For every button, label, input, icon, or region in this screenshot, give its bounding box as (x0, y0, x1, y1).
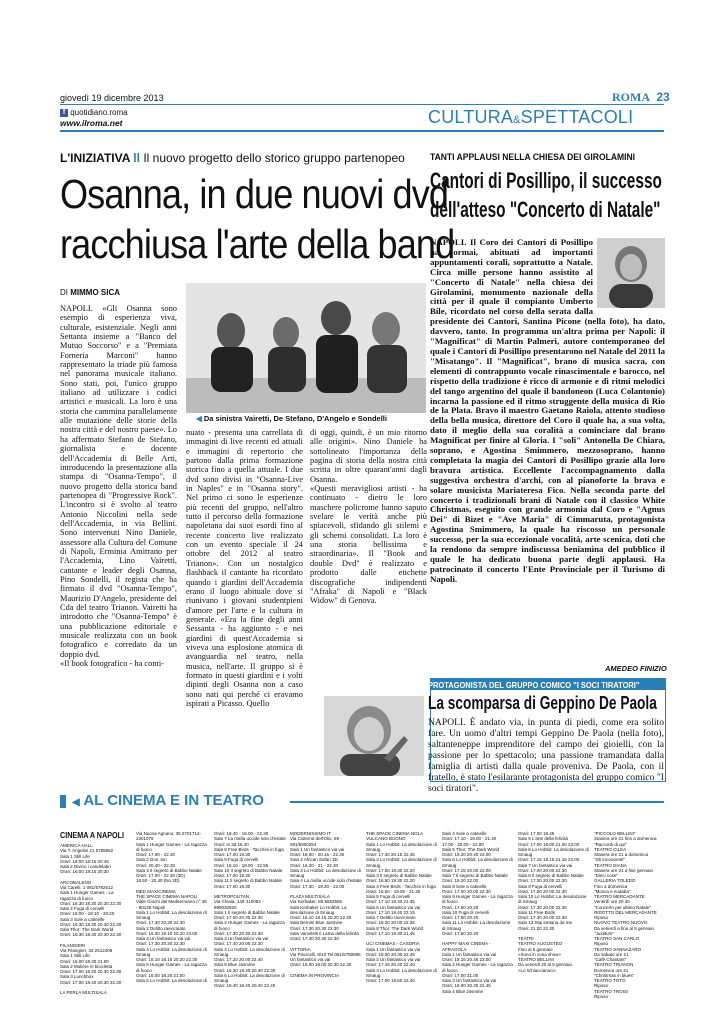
main-body-col-2: nuato - presenta una carrellata di immagini di live recenti ed attuali e immagini di repertorio che partono dalla prima formazione storica fino a quella attuale. I due dvd sono divisi in "Osanna-Live in Naples" e in "Osanna story". Nel primo ci sono le esperienze più recenti del gruppo, nell'altro tutto il percorso della formazione napoletana dai suoi esordi fino al recente concerto live realizzato con un evento speciale il 24 ottobre del 2012 al teatro Trianon». Con un nostalgico flashback il cantante ha ricordato quando i giardini dell'Accademia erano il luogo abituale dove si riunivano i giovani studentpieni d'amore per l'arte e la cultura in generale. «Era la fine degli anni Sessanta - ha aggiunto - e nei giardini di quest'Accademia si viveva una esplosione atomica di avanguardia nel teatro, nella musica, nell'arte. Il gruppo si è formato in questi giardini e i volti dipinti degli Osanna non a caso sono nati qui perché ci eravamo ispirati a Picasso. Quello (186, 428, 303, 708)
byline-prefix: DI (60, 288, 68, 297)
page-number: 23 (656, 90, 670, 104)
main-headline-1: Osanna, in due nuovi dvd (60, 171, 449, 217)
listings-col-3: Orari: 18.40 - 18.00 - 22.30 Sala 7 La mafia uccide solo d'estate Orari: in 3d 15.40 Sala 8 Free Birds - Tacchini in fuga Orari: 17.00 19.30 Sala 9 Fuga di cervelli Orari: 16.10 - 18.00 - 22.55 Sala 10 Il segreto di Babbo Natale Orari: 17.00 19.30 Sala 11 Il segreto di Babbo Natale Orari: 17.00 19.30 METROPOLITAN Via Chiaia, 149 410062 - 899030820 Sala 1 Il segreto di Babbo Natale Orari: 17.00 20.30 22.30 Sala 2 Hunger Games - La ragazza di fuoco Orari: 17.30 20.30 22.30 Sala 3 Un fantastico via vai Orari: 17.40 20.00 22.30 Sala 4 Lo Hobbit: La desolazione di Smaug Orari: 17.20 20.00 22.40 Sala 5 Blue Jasmine Orari: 16.30 18.30 20.30 22.30 Sala 6 Lo Hobbit: La desolazione di Smaug Orari: 16.40 18.40 20.40 22.40 (214, 831, 286, 989)
depaola-kicker: PROTAGONISTA DEL GRUPPO COMICO "I SOCI TIRATORI" (428, 680, 640, 690)
header-rule-bottom (60, 130, 664, 132)
section-name-2: SPETTACOLI (520, 107, 634, 127)
listings-col-6: Sala 4 Sole a catinelle Orari: 17.10 - 19.00 - 21.40 17.00 - 20.00 - 22.00 Sala 5 Thor: The Dark World Orari: 18.20 20.40 23.00 Sala 6 Lo Hobbit: La desolazione di Smaug Orari: 17.15 20.00 22.00 Sala 7 Il segreto di Babbo Natale Orari: 19.20 22.00 Sala 8 Sole a catinelle Orari: 17.00 20.00 22.30 Sala 9 Hunger Games - La ragazza di fuoco Orari: 17.50 20.20 Sala 10 Fuga di cervelli Orari: 17.50 20.20 Sala 11 Lo Hobbit: La desolazione di Smaug Orari: 17.50 20.20 HAPPY MAXI CINEMA - AFRAGOLA Sala 1 Un fantastico via vai Orari: 18.15 20.45 23.00 Sala 2 Hunger Games - La ragazza di fuoco Orari: 17.00 21.00 Sala 3 Un fantastico via vai Orari: 18.00 20.30 22.45 Sala 4 Blue Jasmine (442, 831, 513, 994)
listings-col-1: AMERICA HALL Via T. Angelini 21 5788962 Sala 1 Still Life Orari: 16:00 18:15 20:45 Sala 2 Divino i candelabri Orari: 16:00 18:15 20:30 ARCOBALENO Via Carelli, 1 081/5782612 Sala 1 Hunger Games - La ragazza di fuoco Orari: 16.30 18.30 20.30 22.30 Sala 2 Fuga di cervelli Orari: 16:00 - 18:10 - 20:20 Sala 3 Sole a catinelle Orari: 16.30 18.30 20.30 22.30 Sala Thor: The Dark World Orari: 16.30 18.30 20.30 22.30 FILANGIERI Via Filangieri, 43 2512408 Sala 1 Still Life Orari: 16.00 18.30 21.00 Sala 2 Molière in bicicletta Orari: 17.00 18.40 20.30 22.30 Sala 3 Lunchbox Orari: 17.00 18.40 20.30 22.30 LA PERLA MULTISALA (60, 843, 122, 995)
website-link[interactable]: www.ilroma.net (60, 118, 123, 128)
caption-triangle-icon: ◀ (196, 414, 202, 423)
right-kicker: TANTI APPLAUSI NELLA CHIESA DEI GIROLAMINI (430, 152, 636, 163)
listings-triangle-icon: ◀ (72, 797, 80, 808)
right-photo-float (593, 238, 665, 314)
caption-text: Da sinistra Vairetti, De Stefano, D'Angelo e Sondelli (203, 414, 387, 423)
listings-col-7: Orari: 17.00 18.45 Sala 5 L'arte della felicità Orari: 17.00 18.00 21.00 23.00 Sala 6 Lo Hobbit: La desolazione di Smaug Orari: 17.15 19.15 21.15 23.00 Sala 7 Un fantastico via vai Orari: 17.00 20.00 22.30 Sala 8 Il segreto di Babbo Natale Orari: 17.30 20.00 22.30 Sala 9 Fuga di cervelli Orari: 17.00 20.00 22.30 Sala 10 Lo Hobbit: La desolazione di Smaug Orari: 17.30 20.00 22.30 Sala 11 Free Birds Orari: 17.30 20.00 22.30 Sala 13 Stai lontana da me Orari: 21.00 22.30 TEATRI TEATRO AUGUSTEO Fino al 5 gennaio «Sono in zona show» TEATRO BELLINI Da venerdì 20 al 5 gennaio «Lo schiaccianoci» (518, 831, 589, 973)
listings-col-5: THE SPACE CINEMA NOLA VULCANO BUONO Sala 1 Lo Hobbit: La desolazione di Smaug Orari: 17.40 20.15 22.45 Sala 2 Lo Hobbit: La desolazione di Smaug Orari: 17.00 19.30 22.20 Sala 3 Il segreto di Babbo Natale Orari: 16.50 19.30 22.20 Sala 4 Free Birds - Tacchini in fuga Orari: 16.50 - 19.05 - 21.30 Sala 5 Fuga di cervelli Orari: 17.10 19.30 21.45 Sala 6 Un fantastico via vai Orari: 17.10 19.40 22.15 Sala 7 Delitto ravvicinato Orari: 18.00 20.00 22.35 Sala 8 Thor: The Dark World Orari: 17.10 19.30 21.45 UCI CINEMAS - CASORIA Sala 1 Un fantastico via vai Orari: 18.00 20.30 22.45 Sala 2 Un fantastico via vai Orari: 17.15 20.20 22.40 Sala 3 Lo Hobbit: La desolazione di Smaug Orari: 17.00 19.50 22.40 (366, 831, 437, 983)
main-headline-2: racchiusa l'arte della band (60, 221, 455, 267)
right-body-wrap (430, 238, 665, 663)
right-signature: AMEDEO FINIZIO (605, 664, 667, 673)
facebook-handle: quotidiano.roma (70, 108, 128, 117)
section-title (428, 107, 633, 128)
section-ampersand: & (513, 114, 521, 126)
section-name: CULTURA (428, 107, 514, 127)
listings-col-4: MODERNISSIMO.IT Via Cisterna dell'Olio, 59 - 081/5800254 Sala 1 Un fantastico via vai Orari: 18.00 - 20.15 - 22.30 Sala 2 African Safari 3D Orari: 16.20 - 21 - 22.30 Sala 3 Lo Hobbit: La desolazione di Smaug Sala 4 La mafia uccide solo d'estate Orari: 17.30 - 19.30 - 22.00 PLAZA MULTISALA Via Kerbaker, 85 5563555 Sala Kerbaker Lo Hobbit: La desolazione di Smaug Orari: 16.10 18.15 20.20 22.30 Sala Bernini Blue Jasmine Orari: 17.30 20.30 22.30 Sala Vanvitelli Il Lama della felicità Orari: 17.30 20.30 22.30 VITTORIA Via Piscicelli, 8/10 Tel.081/5780995 Un fantastico via vai Orari: 16.00 18.00 20.30 22.30 CINEMA IN PROVINCIA (290, 831, 362, 978)
depaola-body: NAPOLI. È andato via, in punta di piedi, come era solito fare. Un uomo d'altri tempi Geppino De Paola (nella foto), saltanteneppe imprenditore del campo dei gioielli, con la passione per lo spettacolo; una passione tramandata dalla famiglia di artisti dalla quale proveniva. De Paola, con il fratello, è stato l'esilarante protagonista del gruppo comico "I soci tiratori". (428, 717, 664, 794)
facebook-icon: f (60, 109, 68, 117)
byline-name: MIMMO SICA (70, 288, 121, 297)
osanna-photo-caption (196, 414, 387, 423)
facebook-link[interactable] (60, 108, 128, 117)
depaola-photo (324, 696, 424, 776)
osanna-band-photo (186, 283, 426, 413)
main-body-col-3: di oggi, quindi, è un mio ritorno alle origini». Nino Daniele ha sottolineato l'importanza della pagina di storia della nostra città scritta in oltre quarant'anni dagli Osanna. «Questi meravigliosi artisti - ha continuato - dietro le loro maschere policrome hanno saputo svelare le verità anche più spiacevoli, sfidando gli stilemi e gli schemi consolidati. La loro è una storia bellissima e straordinaria». Il "Book and double Dvd" è realizzato e prodotto dalle etichette discografiche indipendenti "Afraka" di Napoli e "Black Widow" di Genova. (310, 428, 427, 606)
main-byline (60, 288, 120, 297)
listings-title (72, 792, 264, 809)
main-kicker-separator: ll (129, 151, 144, 165)
depaola-photo-illustration (324, 696, 424, 776)
right-headline-2: dell'atteso "Concerto di Natale" (430, 197, 661, 222)
listings-col-8: "PICCOLO BELLINI" Stasera ore 21 fino a domenica "Racconti di qui" TEATRO CILEA Stasera ore 21 a domenica "Gli incoscienti" TEATRO DIANA Stasera ore 21 a fine gennaio "Dieci cose" GALLERIA TOLEDO Fino a domenica "Mosca e nodaba" TEATRO MERCADANTE Venerdì ore 20.30 "Concerto per ultimo Natale" RIDOTTO DEL MERCADANTE Riposo NUOVO TEATRO NUOVO Da venerdì a fino al 5 gennaio "Juxtitum" TEATRO SAN CARLO Riposo TEATRO SANNAZARO Da sabato ore 21 "Cafè Chantant" TEATRO TRIANON Domenica ore 21 "Christmas in blues" TEATRO TOTÒ Riposo TEATRO TROISI Riposo (594, 831, 657, 999)
depaola-headline: La scomparsa di Geppino De Paola (428, 693, 657, 713)
main-kicker-line (60, 151, 405, 165)
right-body-text: NAPOLI. Il Coro dei Cantori di Posillipo ha, ormai, abituati ad importanti appuntamenti corali, soprattutto a Natale. Circa mille persone hanno assistito al "Concerto di Natale" nella chiesa dei Girolamini, monumento nazionale della città per il quale il compianto Umberto Bile, ricordato nel corso della serata dalla presidente dei Cantori, Santina Picone (nella foto), ha dato, davvero, tanto. In programma un'altra prima per Napoli: il "Magnificat" di Martin Palmeri, autore contemporaneo del quale i Cantori di Posillipo presentarono nel Natale del 2011 la "Misatango". Il "Magnificat", brano di musica sacra, con elementi di contrappunto vocale rinascimentale e barocco, nel rispetto della tradizione è ricco di armonie e di ritmi melodici del tango argentino del quale il bandoneon (Luca Colantonio) incarna la passione ed il ritmo struggente della musica di Rio de la Plata. Bravo il maestro Gaetano Raiola, attento studioso della bella musica, direttore del Coro il quale ha, a sua volta, dato il meglio della sua coralità a cominciare dal brano Magnificat per finire al Gloria. I "soli" Antonella De Chiara, soprano, e Agostina Smimmero, mezzosoprano, hanno completata la magia dei Cantori di Posillipo grazie alla loro bravura artistica. Eccellente l'accompagnamento dalla suggestiva orchestra d'archi, con al pianoforte la brava e solare musicista Mariateresa Fico. Nella seconda parte del concerto i tradizionali brani di Natale con il classico White Christmas, eseguito con grande armonia dal Coro e "Agnus Dei" di Bizet e "Ave Maria" di Cimmaruta, protagonista Agostina Smimmero, la quale ha riscosso un personale successo, per la sua eccezionale vocalità, arte scenica, doti che la rendono da sempre indiscussa beniamina del pubblico il quale le ha dedicato buona parte degli applausi. Ha patrocinato il concerto l'Ente Provinciale per il Turismo di Napoli. (430, 237, 665, 584)
header-rule-top (60, 104, 664, 105)
main-subtitle: Il nuovo progetto dello storico gruppo partenopeo (143, 151, 405, 165)
main-body-col-1: NAPOLI. «Gli Osanna sono esempio di esperienza viva, culturale, esistenziale. Negli anni Settanta insieme a "Banco del Mutuo Soccorso" e a "Premiata Forneria Marconi" hanno rappresentato la triade più famosa nel panorama musicale italiano. Sono stati, poi, l'unico gruppo italiano ad utilizzare i codici artistici e musicali. La loro è una storia che cammina parallelamente alle mutazione delle storie della nostra città e del nostro paese». Lo ha affermato Stefano de Stefano, giornalista e docente dell'Accademia di Belle Arti, introducendo la presentazione alla stampa di "Osanna-Tempo", il nuovo progetto della storica band partenopea di "Progressive Rock". L'incontro si è svolto al teatro Antonio Niccolini nella sede dell'Accademia, in via Bellini. Sono intervenuti Nino Daniele, assessore alla Cultura del Comune di Napoli, Erminia Amitrano per l'Accademia, Lino Vairetti, cantante e leader degli Osanna, Pino Sondelli, il regista che ha firmato il dvd "Osanna-Tempo", Maurizio D'Angelo, presidente del Cda del teatro Trianon. Vairetti ha introdotto che "Osanna-Tempo" è una pubblicazione editoriale e musicale realizzata con un book fotografico e corredato da un doppio dvd. «Il book fotografico - ha conti- (60, 304, 177, 669)
right-headline-1: Cantori di Posillipo, il successo (430, 168, 662, 193)
listings-title-rule (290, 801, 664, 803)
listings-title-text: AL CINEMA E IN TEATRO (83, 792, 264, 809)
main-kicker: L'INIZIATIVA (60, 151, 130, 165)
header-paper-logo (612, 90, 670, 105)
listings-col1-heading: CINEMA A NAPOLI (60, 831, 124, 840)
osanna-photo-illustration (186, 283, 426, 413)
listings-col-2: Via Nuova Agnano, 35 5701712-2301079 Sala 1 Hunger Games - La ragazza di fuoco Orari: 17.00 - 22.30 Sala 2 Don Jon Orari: 20.40 - 22.30 Sala 3 Il segreto di Babbo Natale Orari: 17.00 - 22.30 (3D) 18.50 - 20.40 (No 3D) MED MAXICINEMA THE SPACE CINEMA NAPOLI Viale Giochi del Mediterraneo n° 46 - 80125 Napoli Sala 1 Lo Hobbit: La desolazione di Smaug Orari: 17.30 20.30 22.30 Sala 2 Delitto ravvicinato Orari: 15.30 18.10 20.20 23.00 Sala 3 Un fantastico via vai Orari: 17.30 20.30 22.30 Sala 4 Lo Hobbit: La desolazione di Smaug Orari: 16.10 18.15 20.20 22.30 Sala 5 Hunger Games - La ragazza di fuoco Orari: 16.00 18.20 21.00 Sala 6 Lo Hobbit: La desolazione di (136, 831, 207, 983)
header-date: giovedì 19 dicembre 2013 (60, 93, 164, 103)
paper-name: ROMA (612, 90, 650, 104)
listings-bar-left (60, 795, 66, 808)
